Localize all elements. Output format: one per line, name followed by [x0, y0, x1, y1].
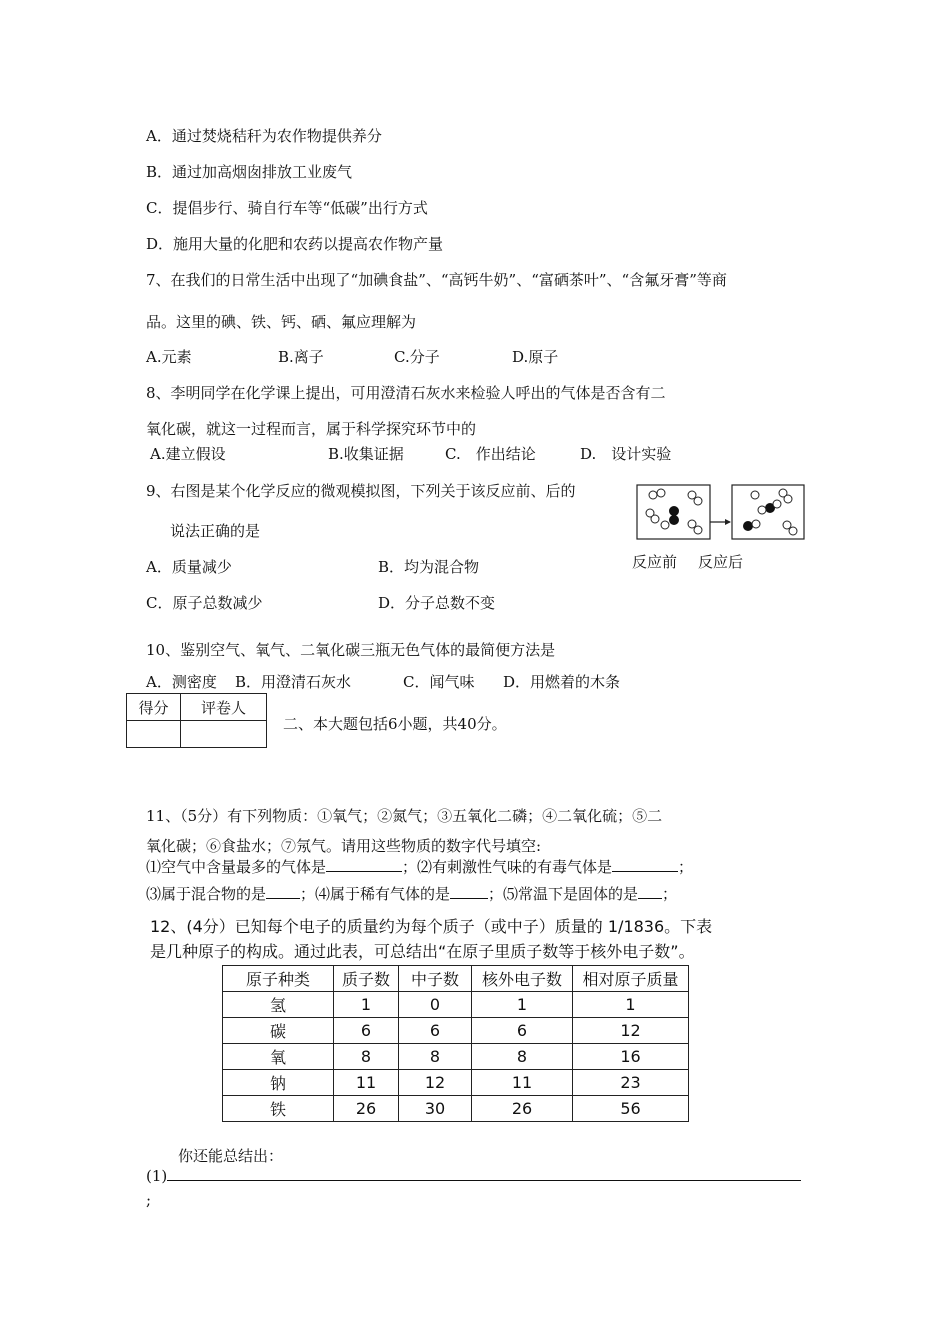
- table-cell: 氢: [223, 992, 334, 1018]
- section-2-heading: 二、本大题包括6小题，共40分。: [283, 715, 507, 733]
- q11-part2-label: ；⑵有刺激性气味的有毒气体是: [402, 858, 613, 876]
- q8-option-b: B.收集证据: [328, 445, 404, 463]
- label-after-reaction: 反应后: [698, 553, 744, 571]
- table-cell: 8: [334, 1044, 399, 1070]
- q9-option-d: D．分子总数不变: [378, 594, 496, 612]
- table-cell: 56: [573, 1096, 689, 1122]
- table-header: 核外电子数: [472, 966, 573, 992]
- q11-blank-1[interactable]: [326, 857, 402, 872]
- q11-part4-label: ；⑷属于稀有气体的是: [300, 885, 451, 903]
- table-header: 原子种类: [223, 966, 334, 992]
- q7-stem-line2: 品。这里的碘、铁、钙、硒、氟应理解为: [146, 313, 417, 331]
- q9-option-a: A．质量减少: [146, 558, 232, 576]
- q7-option-a: A.元素: [146, 348, 192, 366]
- q11-stem-line2: 氧化碳；⑥食盐水；⑦氖气。请用这些物质的数字代号填空:: [146, 837, 542, 855]
- q11-stem-line1: 11、（5分）有下列物质：①氧气；②氮气；③五氧化二磷；④二氧化硫；⑤二: [146, 807, 663, 825]
- q11-blank-4[interactable]: [450, 884, 488, 899]
- q11-blank-2[interactable]: [612, 857, 678, 872]
- table-header: 相对原子质量: [573, 966, 689, 992]
- table-row: [223, 1044, 689, 1070]
- q11-blank-3[interactable]: [266, 884, 300, 899]
- q10-option-a: A．测密度: [146, 673, 217, 691]
- table-cell: 碳: [223, 1018, 334, 1044]
- grader-header: 评卷人: [181, 694, 267, 721]
- table-header-row: [223, 966, 689, 992]
- table-cell: 氧: [223, 1044, 334, 1070]
- label-before-reaction: 反应前: [632, 553, 678, 571]
- table-cell: 8: [399, 1044, 472, 1070]
- q8-stem-line2: 氧化碳，就这一过程而言，属于科学探究环节中的: [146, 420, 477, 438]
- q11-part5-label: ；⑸常温下是固体的是: [488, 885, 639, 903]
- q7-option-b: B.离子: [278, 348, 324, 366]
- q12-item-end: ;: [146, 1191, 152, 1209]
- q9-stem-line2: 说法正确的是: [170, 522, 261, 540]
- q7-stem-line1: 7、在我们的日常生活中出现了“加碘食盐”、“高钙牛奶”、“富硒茶叶”、“含氟牙膏”等商: [146, 271, 727, 289]
- q12-item-1-label: (1): [146, 1167, 168, 1185]
- q10-option-d: D．用燃着的木条: [503, 673, 621, 691]
- table-cell: 16: [573, 1044, 689, 1070]
- table-cell: 钠: [223, 1070, 334, 1096]
- table-cell: 1: [573, 992, 689, 1018]
- table-cell: 12: [573, 1018, 689, 1044]
- table-header: 中子数: [399, 966, 472, 992]
- before-box: [637, 485, 710, 539]
- table-cell: 6: [334, 1018, 399, 1044]
- table-cell: 8: [472, 1044, 573, 1070]
- table-cell: 23: [573, 1070, 689, 1096]
- q11-row2: [146, 884, 677, 904]
- q10-option-b: B．用澄清石灰水: [235, 673, 352, 691]
- table-row: [223, 992, 689, 1018]
- atom-composition-table: [222, 965, 689, 1122]
- q8-stem-line1: 8、李明同学在化学课上提出，可用澄清石灰水来检验人呼出的气体是否含有二: [146, 384, 666, 402]
- q11-row2-end: ；: [662, 885, 678, 903]
- table-row: [223, 1096, 689, 1122]
- q6-option-d: D．施用大量的化肥和农药以提高农作物产量: [146, 235, 444, 253]
- table-cell: 11: [334, 1070, 399, 1096]
- table-cell: 26: [472, 1096, 573, 1122]
- q12-item-1: [146, 1166, 801, 1186]
- q11-row1: [146, 857, 693, 877]
- q12-answer-blank[interactable]: [167, 1166, 801, 1181]
- q7-option-d: D.原子: [512, 348, 559, 366]
- q12-prompt: 你还能总结出：: [178, 1147, 284, 1165]
- score-box: [126, 693, 267, 748]
- table-cell: 1: [334, 992, 399, 1018]
- table-row: [223, 1018, 689, 1044]
- table-cell: 30: [399, 1096, 472, 1122]
- q9-option-c: C．原子总数减少: [146, 594, 263, 612]
- grader-cell[interactable]: [181, 721, 267, 748]
- q12-stem-line2: 是几种原子的构成。通过此表，可总结出“在原子里质子数等于核外电子数”。: [150, 942, 695, 961]
- table-header: 质子数: [334, 966, 399, 992]
- table-cell: 6: [472, 1018, 573, 1044]
- score-cell[interactable]: [127, 721, 181, 748]
- reaction-arrow: [710, 519, 731, 525]
- q11-part3-label: ⑶属于混合物的是: [146, 885, 267, 903]
- q12-stem-line1: 12、(4分）已知每个电子的质量约为每个质子（或中子）质量的 1/1836。下表: [150, 917, 713, 936]
- q6-option-a: A．通过焚烧秸秆为农作物提供养分: [146, 127, 382, 145]
- table-cell: 6: [399, 1018, 472, 1044]
- q11-blank-5[interactable]: [638, 884, 662, 899]
- q6-option-c: C．提倡步行、骑自行车等“低碳”出行方式: [146, 199, 428, 217]
- q8-option-d: D. 设计实验: [580, 445, 672, 463]
- q11-part1-label: ⑴空气中含量最多的气体是: [146, 858, 327, 876]
- table-cell: 12: [399, 1070, 472, 1096]
- q10-stem: 10、鉴别空气、氧气、二氧化碳三瓶无色气体的最简便方法是: [146, 641, 556, 659]
- q8-option-a: A.建立假设: [150, 445, 226, 463]
- q7-option-c: C.分子: [394, 348, 440, 366]
- table-cell: 1: [472, 992, 573, 1018]
- reaction-diagram: [636, 484, 806, 544]
- after-box: [732, 485, 804, 539]
- q10-option-c: C．闻气味: [403, 673, 475, 691]
- table-row: [223, 1070, 689, 1096]
- q8-option-c: C. 作出结论: [445, 445, 536, 463]
- table-cell: 11: [472, 1070, 573, 1096]
- table-cell: 铁: [223, 1096, 334, 1122]
- table-cell: 26: [334, 1096, 399, 1122]
- q9-option-b: B．均为混合物: [378, 558, 480, 576]
- q6-option-b: B．通过加高烟囱排放工业废气: [146, 163, 353, 181]
- table-cell: 0: [399, 992, 472, 1018]
- q11-row1-end: ；: [678, 858, 694, 876]
- score-header: 得分: [127, 694, 181, 721]
- q9-stem-line1: 9、右图是某个化学反应的微观模拟图，下列关于该反应前、后的: [146, 482, 576, 500]
